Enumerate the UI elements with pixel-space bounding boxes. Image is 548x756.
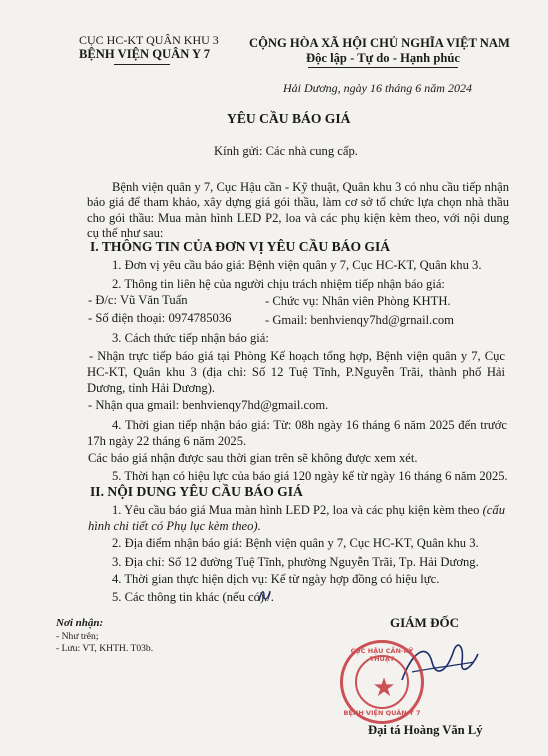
s1-item5: 5. Thời hạn có hiệu lực của báo giá 120 ngày kể từ ngày 16 tháng 6 năm 2025. (112, 469, 508, 483)
s2-item1-text: 1. Yêu cầu báo giá Mua màn hình LED P2, loa và các phụ kiện kèm theo (112, 503, 480, 517)
hospital-name: BỆNH VIỆN QUÂN Y 7 (79, 47, 211, 61)
s1-item3-direct: - Nhận trực tiếp báo giá tại Phòng Kế hoạch tổng hợp, Bệnh viện quân y 7, Cục HC-KT, Quân khu 3 (địa chỉ: Số 12 Tuệ Tĩnh, P.Nguyễn Trãi, thành phố Hải Dương, tỉnh Hải Dương). (87, 349, 505, 395)
national-motto: Độc lập - Tự do - Hạnh phúc (306, 51, 460, 65)
document-title: YÊU CẦU BÁO GIÁ (227, 111, 351, 126)
greeting: Kính gửi: Các nhà cung cấp. (214, 144, 358, 158)
contact-phone: - Số điện thoại: 0974785036 (88, 311, 232, 325)
s1-item1: 1. Đơn vị yêu cầu báo giá: Bệnh viện quân y 7, Cục HC-KT, Quân khu 3. (112, 258, 482, 272)
s1-item4-note: Các báo giá nhận được sau thời gian trên sẽ không được xem xét. (88, 451, 418, 465)
star-icon: ★ (372, 673, 396, 702)
stamp-inner-ring (355, 655, 409, 709)
signer-name: Đại tá Hoàng Văn Lý (368, 723, 483, 737)
s2-item3: 3. Địa chỉ: Số 12 đường Tuệ Tĩnh, phường Nguyễn Trãi, Tp. Hải Dương. (112, 555, 479, 569)
place-date: Hải Dương, ngày 16 tháng 6 năm 2024 (283, 81, 472, 95)
stamp-text-top: CỤC HẬU CẦN-KỸ THUẬT (350, 647, 414, 663)
contact-email: - Gmail: benhvienqy7hd@grnail.com (265, 313, 454, 327)
header-left-rule (114, 64, 170, 65)
recipients-heading: Nơi nhận: (56, 617, 104, 629)
recipient-line-2: - Lưu: VT, KHTH. T03b. (56, 643, 154, 654)
initial-mark (256, 587, 274, 605)
contact-position: - Chức vụ: Nhân viên Phòng KHTH. (265, 294, 451, 308)
section-2-heading: II. NỘI DUNG YÊU CẦU BÁO GIÁ (90, 484, 303, 499)
stamp-text-bottom: BỆNH VIỆN QUÂN Y 7 (343, 709, 421, 717)
s2-item5: 5. Các thông tin khác (nếu có)./. (112, 590, 274, 604)
s1-item3: 3. Cách thức tiếp nhận báo giá: (112, 331, 269, 345)
s1-item2: 2. Thông tin liên hệ của người chịu trách nhiệm tiếp nhận báo giá: (112, 277, 445, 291)
s2-item2: 2. Địa điểm nhận báo giá: Bệnh viện quân y 7, Cục HC-KT, Quân khu 3. (112, 536, 479, 550)
official-stamp (340, 640, 424, 724)
s2-item4: 4. Thời gian thực hiện dịch vụ: Kể từ ngày hợp đồng có hiệu lực. (112, 572, 440, 586)
recipient-line-1: - Như trên; (56, 631, 99, 642)
s2-item1-italic-start: (cấu (482, 503, 505, 517)
s1-item4: 4. Thời gian tiếp nhận báo giá: Từ: 08h ngày 16 tháng 6 năm 2025 đến trước 17h ngày 22 tháng 6 năm 2025. (87, 418, 507, 448)
s2-item1 (112, 503, 505, 518)
intro-paragraph: Bệnh viện quân y 7, Cục Hậu cần - Kỹ thuật, Quân khu 3 có nhu cầu tiếp nhận báo giá để tham khảo, xây dựng giá gói thầu, làm cơ sở tổ chức lựa chọn nhà thầu cho gói thầu: Mua màn hình LED P2, loa và các phụ kiện kèm theo, với nội dung cụ thể như sau: (87, 180, 509, 240)
national-title: CỘNG HÒA XÃ HỘI CHỦ NGHĨA VIỆT NAM (249, 36, 510, 50)
issuing-org: CỤC HC-KT QUÂN KHU 3 (79, 33, 219, 47)
signer-role: GIÁM ĐỐC (390, 615, 459, 630)
section-1-heading: I. THÔNG TIN CỦA ĐƠN VỊ YÊU CẦU BÁO GIÁ (90, 239, 391, 254)
header-right-rule (308, 67, 458, 68)
s1-item3-email: - Nhận qua gmail: benhvienqy7hd@gmail.com. (88, 398, 329, 412)
s2-item1-italic: hình chi tiết có Phụ lục kèm theo). (88, 519, 261, 533)
contact-name: - Đ/c: Vũ Văn Tuấn (88, 293, 188, 307)
